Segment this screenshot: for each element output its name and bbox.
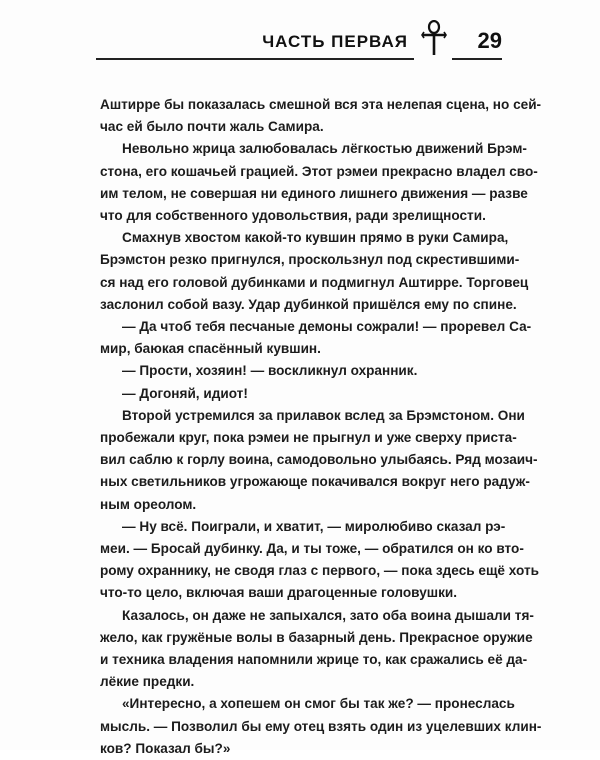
text-line: ков? Показал бы?» [100, 740, 231, 756]
text-line: стона, его кошачьей грацией. Этот рэмеи прекрасно владел сво- [100, 163, 538, 179]
text-line: и техника владения напомнили жрице то, как сражались её да- [100, 652, 528, 668]
page-header [96, 20, 502, 60]
page-number: 29 [477, 28, 502, 53]
text-line: лёкие предки. [100, 674, 195, 690]
text-line: жело, как гружёные волы в базарный день. Прекрасное оружие [100, 629, 533, 645]
header-rule [96, 58, 414, 60]
text-line: Смахнув хвостом какой-то кувшин прямо в руки Самира, [122, 230, 509, 246]
running-head: ЧАСТЬ ПЕРВАЯ [262, 32, 408, 51]
text-line: что для собственного удовольствия, ради зрелищности. [100, 208, 486, 224]
body-text [100, 94, 542, 760]
text-line: Невольно жрица залюбовалась лёгкостью движений Брэм- [122, 141, 527, 157]
header-rule-right [452, 58, 502, 60]
text-line: ных светильников угрожающе покачивался вокруг него радуж- [100, 474, 530, 490]
text-line: ся над его головой дубинками и подмигнул Аштирре. Торговец [100, 274, 529, 290]
text-line: Брэмстон резко пригнулся, проскользнул под скрестившими- [100, 252, 520, 268]
text-line: — Догоняй, идиот! [122, 385, 248, 401]
text-line: час ей было почти жаль Самира. [100, 119, 324, 135]
text-line: — Ну всё. Поиграли, и хватит, — миролюбиво сказал рэ- [122, 518, 506, 534]
text-line: мысль. — Позволил бы ему отец взять один из уцелевших клин- [100, 718, 542, 734]
text-line: заслонил собой вазу. Удар дубинкой пришёлся ему по спине. [100, 296, 517, 312]
text-line: им телом, не совершая ни единого лишнего движения — разве [100, 185, 528, 201]
text-line: рому охраннику, не сводя глаз с первого, — пока здесь ещё хоть [100, 563, 539, 579]
text-line: — Прости, хозяин! — воскликнул охранник. [122, 363, 418, 379]
text-line: пробежали круг, пока рэмеи не прыгнул и уже сверху приста- [100, 430, 517, 446]
text-line: «Интересно, а хопешем он смог бы так же? — пронеслась [122, 696, 515, 712]
text-line: Аштирре бы показалась смешной вся эта нелепая сцена, но сей- [100, 97, 542, 112]
text-line: — Да чтоб тебя песчаные демоны сожрали! — проревел Са- [122, 319, 532, 335]
text-line: ным ореолом. [100, 496, 197, 512]
text-line: вил саблю к горлу воина, самодовольно улыбаясь. Ряд мозаич- [100, 452, 538, 468]
text-line: Казалось, он даже не запыхался, зато оба воина дышали тя- [122, 607, 534, 623]
text-line: Второй устремился за прилавок вслед за Брэмстоном. Они [122, 407, 525, 423]
text-line: мир, баюкая спасённый кувшин. [100, 341, 321, 357]
ankh-icon [420, 20, 448, 56]
text-line: что-то цело, включая ваши драгоценные головушки. [100, 585, 458, 601]
text-line: меи. — Бросай дубинку. Да, и ты тоже, — обратился он ко вто- [100, 541, 524, 557]
